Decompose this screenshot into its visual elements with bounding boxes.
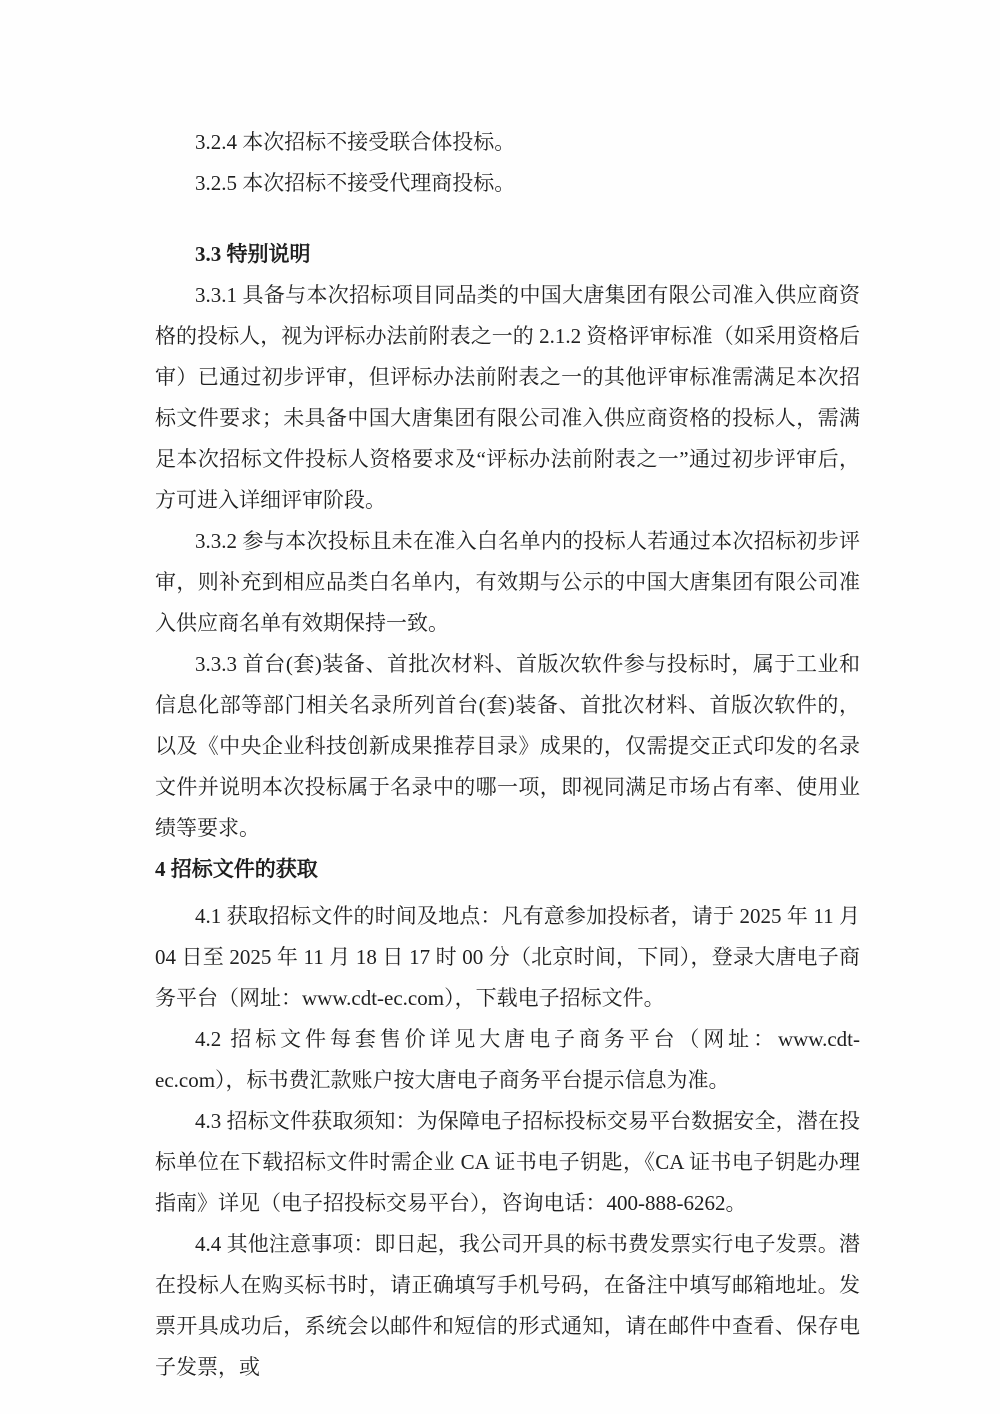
section-heading-4: 4 招标文件的获取 [155,857,318,881]
clause-4-3: 4.3 招标文件获取须知：为保障电子招标投标交易平台数据安全，潜在投标单位在下载招标文件时需企业 CA 证书电子钥匙，《CA 证书电子钥匙办理指南》详见（电子招投标交易平台），咨询电话：400-888-6262。 [155,1109,860,1215]
section-heading-3-3: 3.3 特别说明 [195,242,311,266]
clause-3-3-1: 3.3.1 具备与本次招标项目同品类的中国大唐集团有限公司准入供应商资格的投标人，视为评标办法前附表之一的 2.1.2 资格评审标准（如采用资格后审）已通过初步评审，但评标办法前附表之一的其他评审标准需满足本次招标文件要求；未具备中国大唐集团有限公司准入供应商资格的投标人，需满足本次招标文件投标人资格要求及“评标办法前附表之一”通过初步评审后，方可进入详细评审阶段。 [155,283,860,512]
clause-4-2: 4.2 招标文件每套售价详见大唐电子商务平台（网址：www.cdt-ec.com），标书费汇款账户按大唐电子商务平台提示信息为准。 [155,1027,860,1092]
clause-4-4: 4.4 其他注意事项：即日起，我公司开具的标书费发票实行电子发票。潜在投标人在购买标书时，请正确填写手机号码，在备注中填写邮箱地址。发票开具成功后，系统会以邮件和短信的形式通知，请在邮件中查看、保存电子发票，或 [155,1232,860,1379]
document-body [155,0,860,1388]
clause-3-3-2: 3.3.2 参与本次投标且未在准入白名单内的投标人若通过本次招标初步评审，则补充到相应品类白名单内，有效期与公示的中国大唐集团有限公司准入供应商名单有效期保持一致。 [155,529,860,635]
clause-4-1: 4.1 获取招标文件的时间及地点：凡有意参加投标者，请于 2025 年 11 月 04 日至 2025 年 11 月 18 日 17 时 00 分（北京时间，下同），登录大唐电子商务平台（网址：www.cdt-ec.com），下载电子招标文件。 [155,904,860,1010]
clause-3-2-5: 3.2.5 本次招标不接受代理商投标。 [195,171,516,195]
clause-3-3-3: 3.3.3 首台(套)装备、首批次材料、首版次软件参与投标时，属于工业和信息化部等部门相关名录所列首台(套)装备、首批次材料、首版次软件的，以及《中央企业科技创新成果推荐目录》成果的，仅需提交正式印发的名录文件并说明本次投标属于名录中的哪一项，即视同满足市场占有率、使用业绩等要求。 [155,652,860,840]
clause-3-2-4: 3.2.4 本次招标不接受联合体投标。 [195,130,516,154]
